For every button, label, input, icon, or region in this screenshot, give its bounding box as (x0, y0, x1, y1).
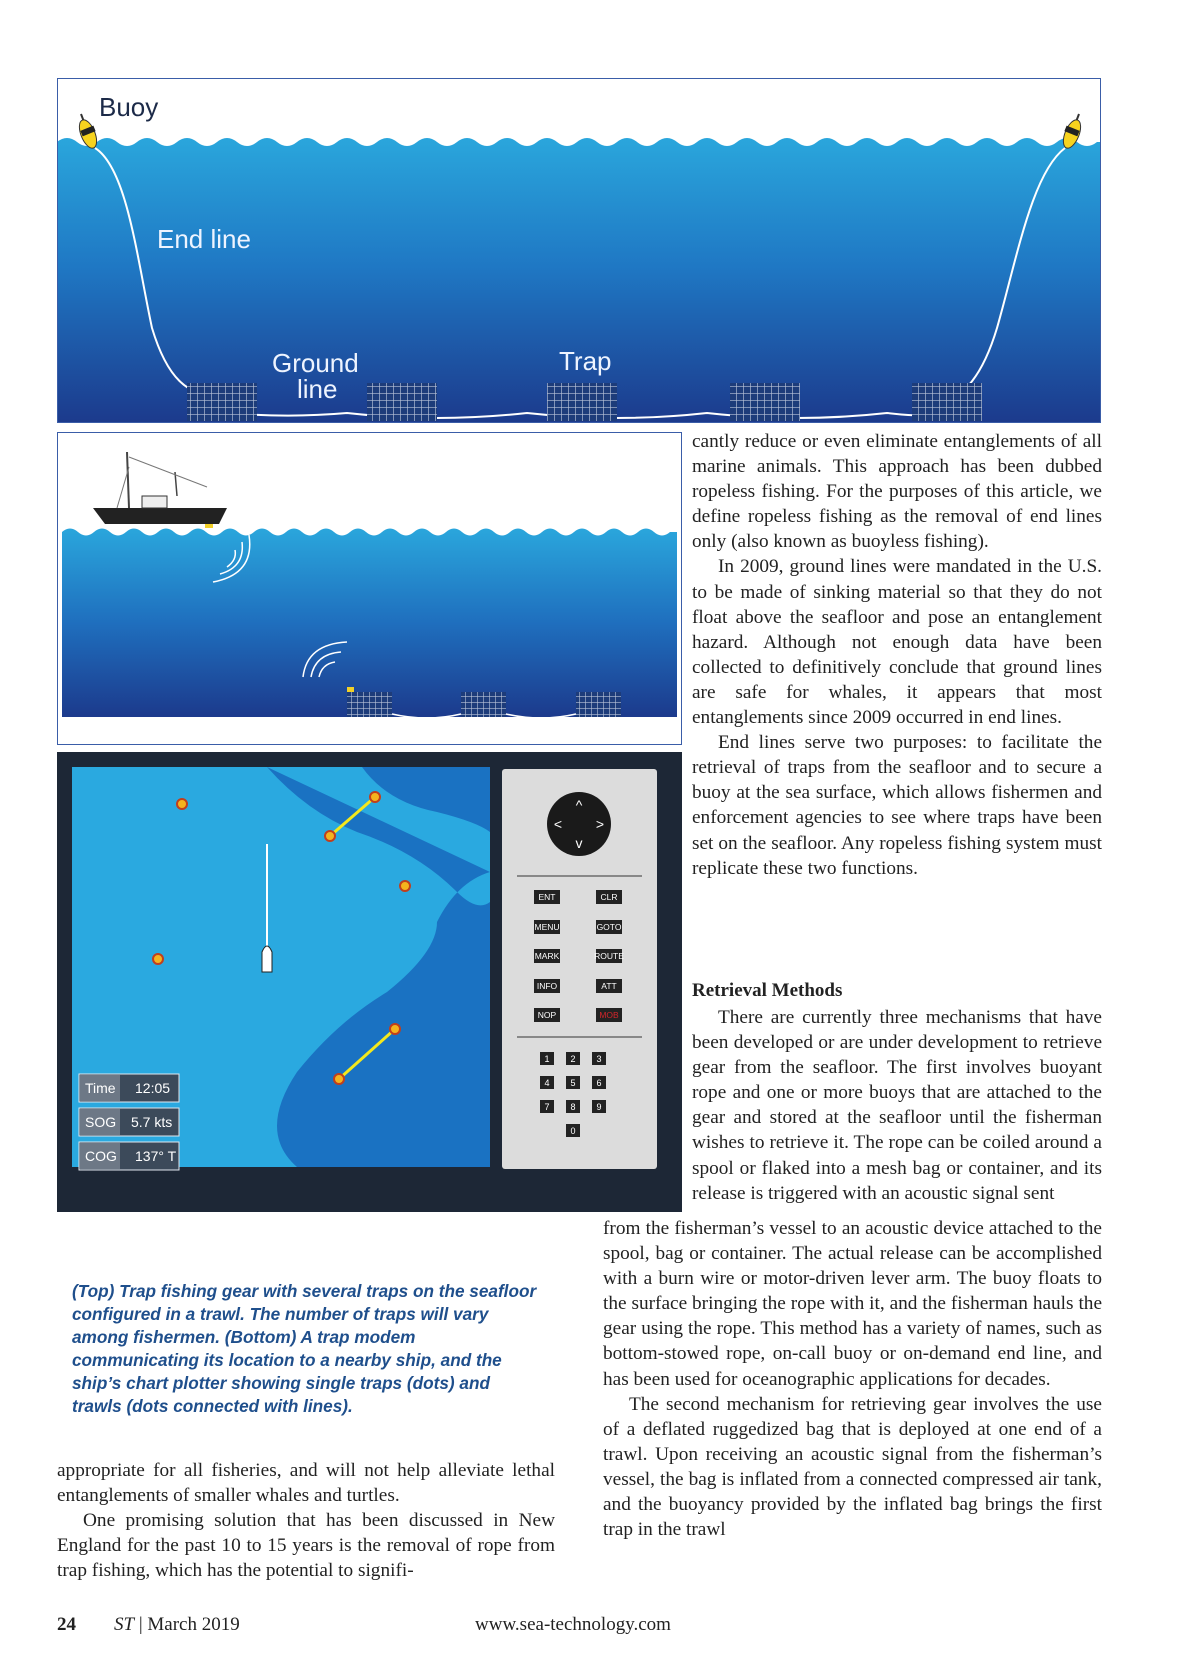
readout-value: 5.7 kts (131, 1114, 173, 1130)
trap-dot[interactable] (390, 1024, 400, 1034)
trap-dot[interactable] (400, 881, 410, 891)
key-1[interactable]: 1 (544, 1054, 550, 1064)
dpad-up-key[interactable]: ^ (575, 797, 583, 813)
figure-caption: (Top) Trap fishing gear with several traps on the seafloor configured in a trawl. The number of traps will vary among fishermen. (Bottom) A trap modem communicating its location to a nearby ship, and the ship’s chart plotter showing single traps (dots) and trawls (dots connected with lines). (72, 1281, 537, 1416)
trap-dot[interactable] (370, 792, 380, 802)
ground-line-label: line (297, 374, 338, 404)
sea-surface-wave (62, 529, 677, 718)
end-line-label: End line (157, 224, 251, 254)
key-clr[interactable]: CLR (600, 892, 618, 902)
key-6[interactable]: 6 (596, 1078, 602, 1088)
trap-icon (347, 692, 392, 717)
key-mark[interactable]: MARK (534, 951, 560, 961)
right-column-wide (603, 1216, 1102, 1542)
trap-dot[interactable] (334, 1074, 344, 1084)
trap-icon (367, 383, 437, 421)
key-goto[interactable]: GOTO (596, 922, 622, 932)
trap-icon (576, 692, 621, 717)
publication-info (114, 1614, 240, 1636)
trawl-diagram (57, 78, 1101, 423)
key-8[interactable]: 8 (570, 1102, 576, 1112)
trap-icon (461, 692, 506, 717)
readout-value: 137° T (135, 1148, 177, 1164)
paragraph: from the fisherman’s vessel to an acoustic device attached to the spool, bag or container. The actual release can be accomplished with a burn wire or motor-driven lever arm. The buoy floats to the surface bringing the rope with it, and the fisherman hauls the gear using the rope. This method has a variety of names, such as bottom-stowed rope, on-call buoy or on-demand end line, and has been used for oceanographic applications for decades. (603, 1218, 1102, 1390)
readout-value: 12:05 (135, 1080, 171, 1096)
readout-label: Time (85, 1080, 116, 1096)
section-heading: Retrieval Methods (692, 980, 843, 1001)
trap-modem-icon (347, 687, 354, 692)
trap-icon (547, 383, 617, 421)
readout-label: SOG (85, 1114, 117, 1130)
key-5[interactable]: 5 (570, 1078, 576, 1088)
ground-line-label: Ground (272, 348, 359, 378)
modem-and-plotter-diagram (57, 432, 682, 1212)
trap-label: Trap (559, 346, 612, 376)
trap-dot[interactable] (153, 954, 163, 964)
buoy-label: Buoy (99, 92, 159, 122)
key-ent[interactable]: ENT (538, 892, 556, 902)
key-route[interactable]: ROUTE (594, 951, 624, 961)
trap-icon (187, 383, 257, 421)
sea-surface-wave (57, 138, 1101, 423)
right-column-continued (692, 1005, 1102, 1206)
trap-icon (730, 383, 800, 421)
readout-label: COG (85, 1148, 117, 1164)
key-att[interactable]: ATT (601, 981, 617, 991)
key-menu[interactable]: MENU (534, 922, 560, 932)
key-info[interactable]: INFO (536, 981, 558, 991)
key-mob[interactable]: MOB (599, 1010, 619, 1020)
paragraph: End lines serve two purposes: to facilitate the retrieval of traps from the seafloor and to secure a buoy at the sea surface, which allows fishermen and enforcement agencies to see where traps have been set on the seafloor. Any ropeless fishing system must replicate these two functions. (692, 732, 1102, 879)
left-column (57, 1458, 555, 1583)
key-7[interactable]: 7 (544, 1102, 550, 1112)
key-0[interactable]: 0 (570, 1126, 576, 1136)
dpad-left-key[interactable]: < (553, 816, 563, 832)
key-4[interactable]: 4 (544, 1078, 550, 1088)
trap-dot[interactable] (177, 799, 187, 809)
website-link[interactable]: www.sea-technology.com (475, 1614, 671, 1635)
issue-date: | March 2019 (138, 1614, 240, 1635)
dpad-right-key[interactable]: > (595, 816, 605, 832)
paragraph: The second mechanism for retrieving gear involves the use of a deflated ruggedized bag that is deployed at one end of a trawl. Upon receiving an acoustic signal from the fisherman’s vessel, the bag is inflated from a connected compressed air tank, and the buoyancy provided by the inflated bag brings the first trap in the trawl (603, 1393, 1102, 1541)
paragraph: There are currently three mechanisms that have been developed or are under development to retrieve gear from the seafloor. The first involves buoyant rope and one or more buoys that are attached to the gear and stored at the seafloor until the fisherman wishes to retrieve it. The rope can be coiled around a spool or flaked into a mesh bag or container, and its release is triggered with an acoustic signal sent (692, 1007, 1102, 1204)
trap-dot[interactable] (325, 831, 335, 841)
key-2[interactable]: 2 (570, 1054, 576, 1064)
paragraph: cantly reduce or even eliminate entanglements of all marine animals. This approach has been dubbed ropeless fishing. For the purposes of this article, we define ropeless fishing as the removal of end lines only (also known as buoyless fishing). (692, 431, 1102, 553)
dpad[interactable] (547, 792, 611, 856)
paragraph: In 2009, ground lines were mandated in the U.S. to be made of sinking material so that they do not float above the seafloor and pose an entanglement hazard. Although not enough data have been collected to definitively conclude that ground lines are safe for whales, it appears that most entanglements since 2009 occurred in end lines. (692, 556, 1102, 729)
key-nop[interactable]: NOP (537, 1010, 557, 1020)
key-9[interactable]: 9 (596, 1102, 602, 1112)
page-number: 24 (57, 1614, 76, 1635)
publication-abbrev: ST (114, 1614, 135, 1635)
trap-icon (912, 383, 982, 421)
dpad-down-key[interactable]: v (575, 835, 583, 851)
page-footer (57, 1614, 1101, 1644)
paragraph: appropriate for all fisheries, and will not help alleviate lethal entanglements of smaller whales and turtles. (57, 1460, 555, 1507)
paragraph: One promising solution that has been discussed in New England for the past 10 to 15 years is the removal of rope from trap fishing, which has the potential to signifi- (57, 1510, 555, 1582)
key-3[interactable]: 3 (596, 1054, 602, 1064)
right-column (692, 429, 1102, 881)
